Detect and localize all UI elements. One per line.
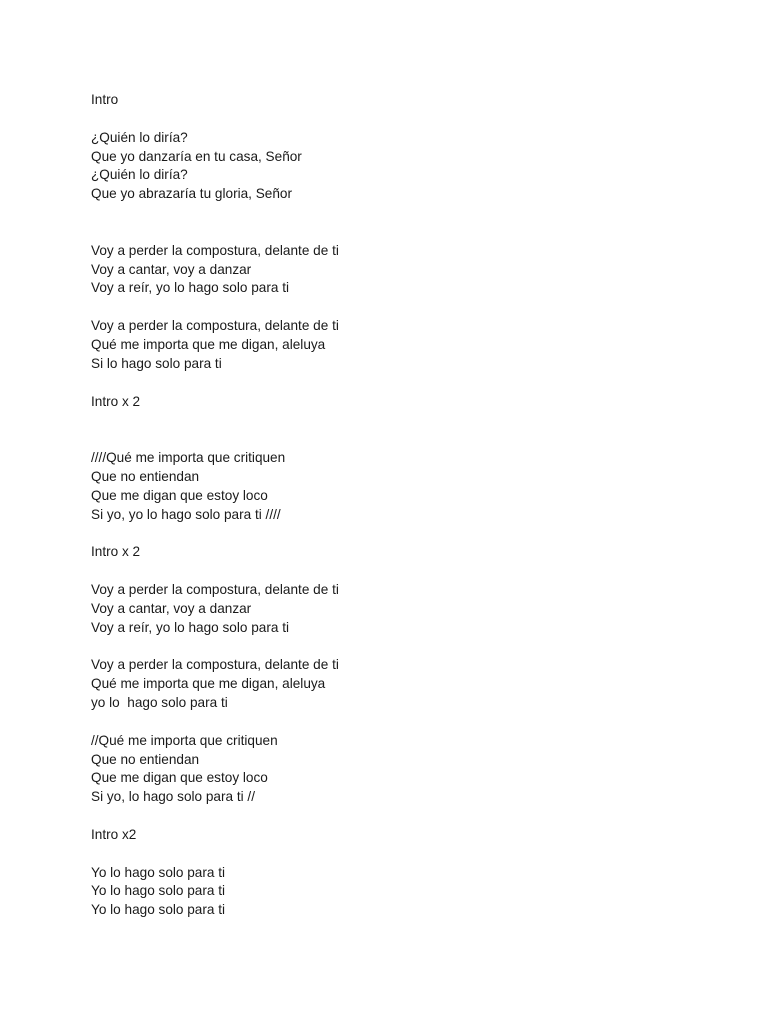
lyric-line bbox=[91, 298, 731, 317]
lyric-line: Qué me importa que me digan, aleluya bbox=[91, 336, 326, 352]
lyric-line: Que no entiendan bbox=[91, 751, 200, 767]
lyric-line: Yo lo hago solo para ti bbox=[91, 902, 226, 918]
lyric-line: Que yo abrazaría tu gloria, Señor bbox=[91, 186, 292, 202]
lyric-line bbox=[91, 807, 731, 826]
lyric-line: Qué me importa que me digan, aleluya bbox=[91, 676, 326, 692]
lyric-line bbox=[91, 411, 731, 430]
lyric-line: Si lo hago solo para ti bbox=[91, 355, 222, 371]
lyric-line: Yo lo hago solo para ti bbox=[91, 864, 226, 880]
lyric-line: Intro bbox=[91, 92, 119, 107]
lyric-line bbox=[91, 430, 731, 449]
lyric-line: ¿Quién lo diría? bbox=[91, 129, 188, 145]
lyric-line: Voy a reír, yo lo hago solo para ti bbox=[91, 619, 289, 635]
lyric-line bbox=[91, 223, 731, 242]
lyric-line: Intro x 2 bbox=[91, 393, 141, 409]
lyric-line bbox=[91, 713, 731, 732]
lyric-line: Que yo danzaría en tu casa, Señor bbox=[91, 148, 302, 164]
lyric-line: Intro x 2 bbox=[91, 544, 141, 560]
lyric-line bbox=[91, 562, 731, 581]
lyric-line bbox=[91, 524, 731, 543]
lyric-line: yo lo hago solo para ti bbox=[91, 695, 228, 710]
lyric-line: Si yo, yo lo hago solo para ti //// bbox=[91, 506, 281, 522]
lyrics-text bbox=[91, 91, 731, 920]
lyric-line: ¿Quién lo diría? bbox=[91, 167, 188, 183]
lyric-line: Voy a perder la compostura, delante de ti bbox=[91, 318, 339, 334]
lyric-line: //Qué me importa que critiquen bbox=[91, 732, 278, 748]
lyric-line bbox=[91, 637, 731, 656]
lyric-line: Que me digan que estoy loco bbox=[91, 770, 268, 786]
lyric-line: Voy a cantar, voy a danzar bbox=[91, 600, 252, 616]
lyric-line: ////Qué me importa que critiquen bbox=[91, 450, 286, 466]
lyric-line bbox=[91, 374, 731, 393]
lyric-line: Voy a reír, yo lo hago solo para ti bbox=[91, 280, 289, 296]
lyric-line: Si yo, lo hago solo para ti // bbox=[91, 789, 255, 805]
lyric-line: Que no entiendan bbox=[91, 468, 200, 484]
lyric-line: Que me digan que estoy loco bbox=[91, 487, 268, 503]
lyric-line bbox=[91, 845, 731, 864]
lyric-line: Voy a perder la compostura, delante de ti bbox=[91, 657, 339, 673]
lyric-line: Voy a cantar, voy a danzar bbox=[91, 261, 252, 277]
lyric-line: Voy a perder la compostura, delante de ti bbox=[91, 581, 339, 597]
lyric-line: Yo lo hago solo para ti bbox=[91, 883, 226, 899]
lyric-line bbox=[91, 204, 731, 223]
lyric-line bbox=[91, 110, 731, 129]
lyric-line: Voy a perder la compostura, delante de ti bbox=[91, 242, 339, 258]
lyric-line: Intro x2 bbox=[91, 826, 137, 842]
